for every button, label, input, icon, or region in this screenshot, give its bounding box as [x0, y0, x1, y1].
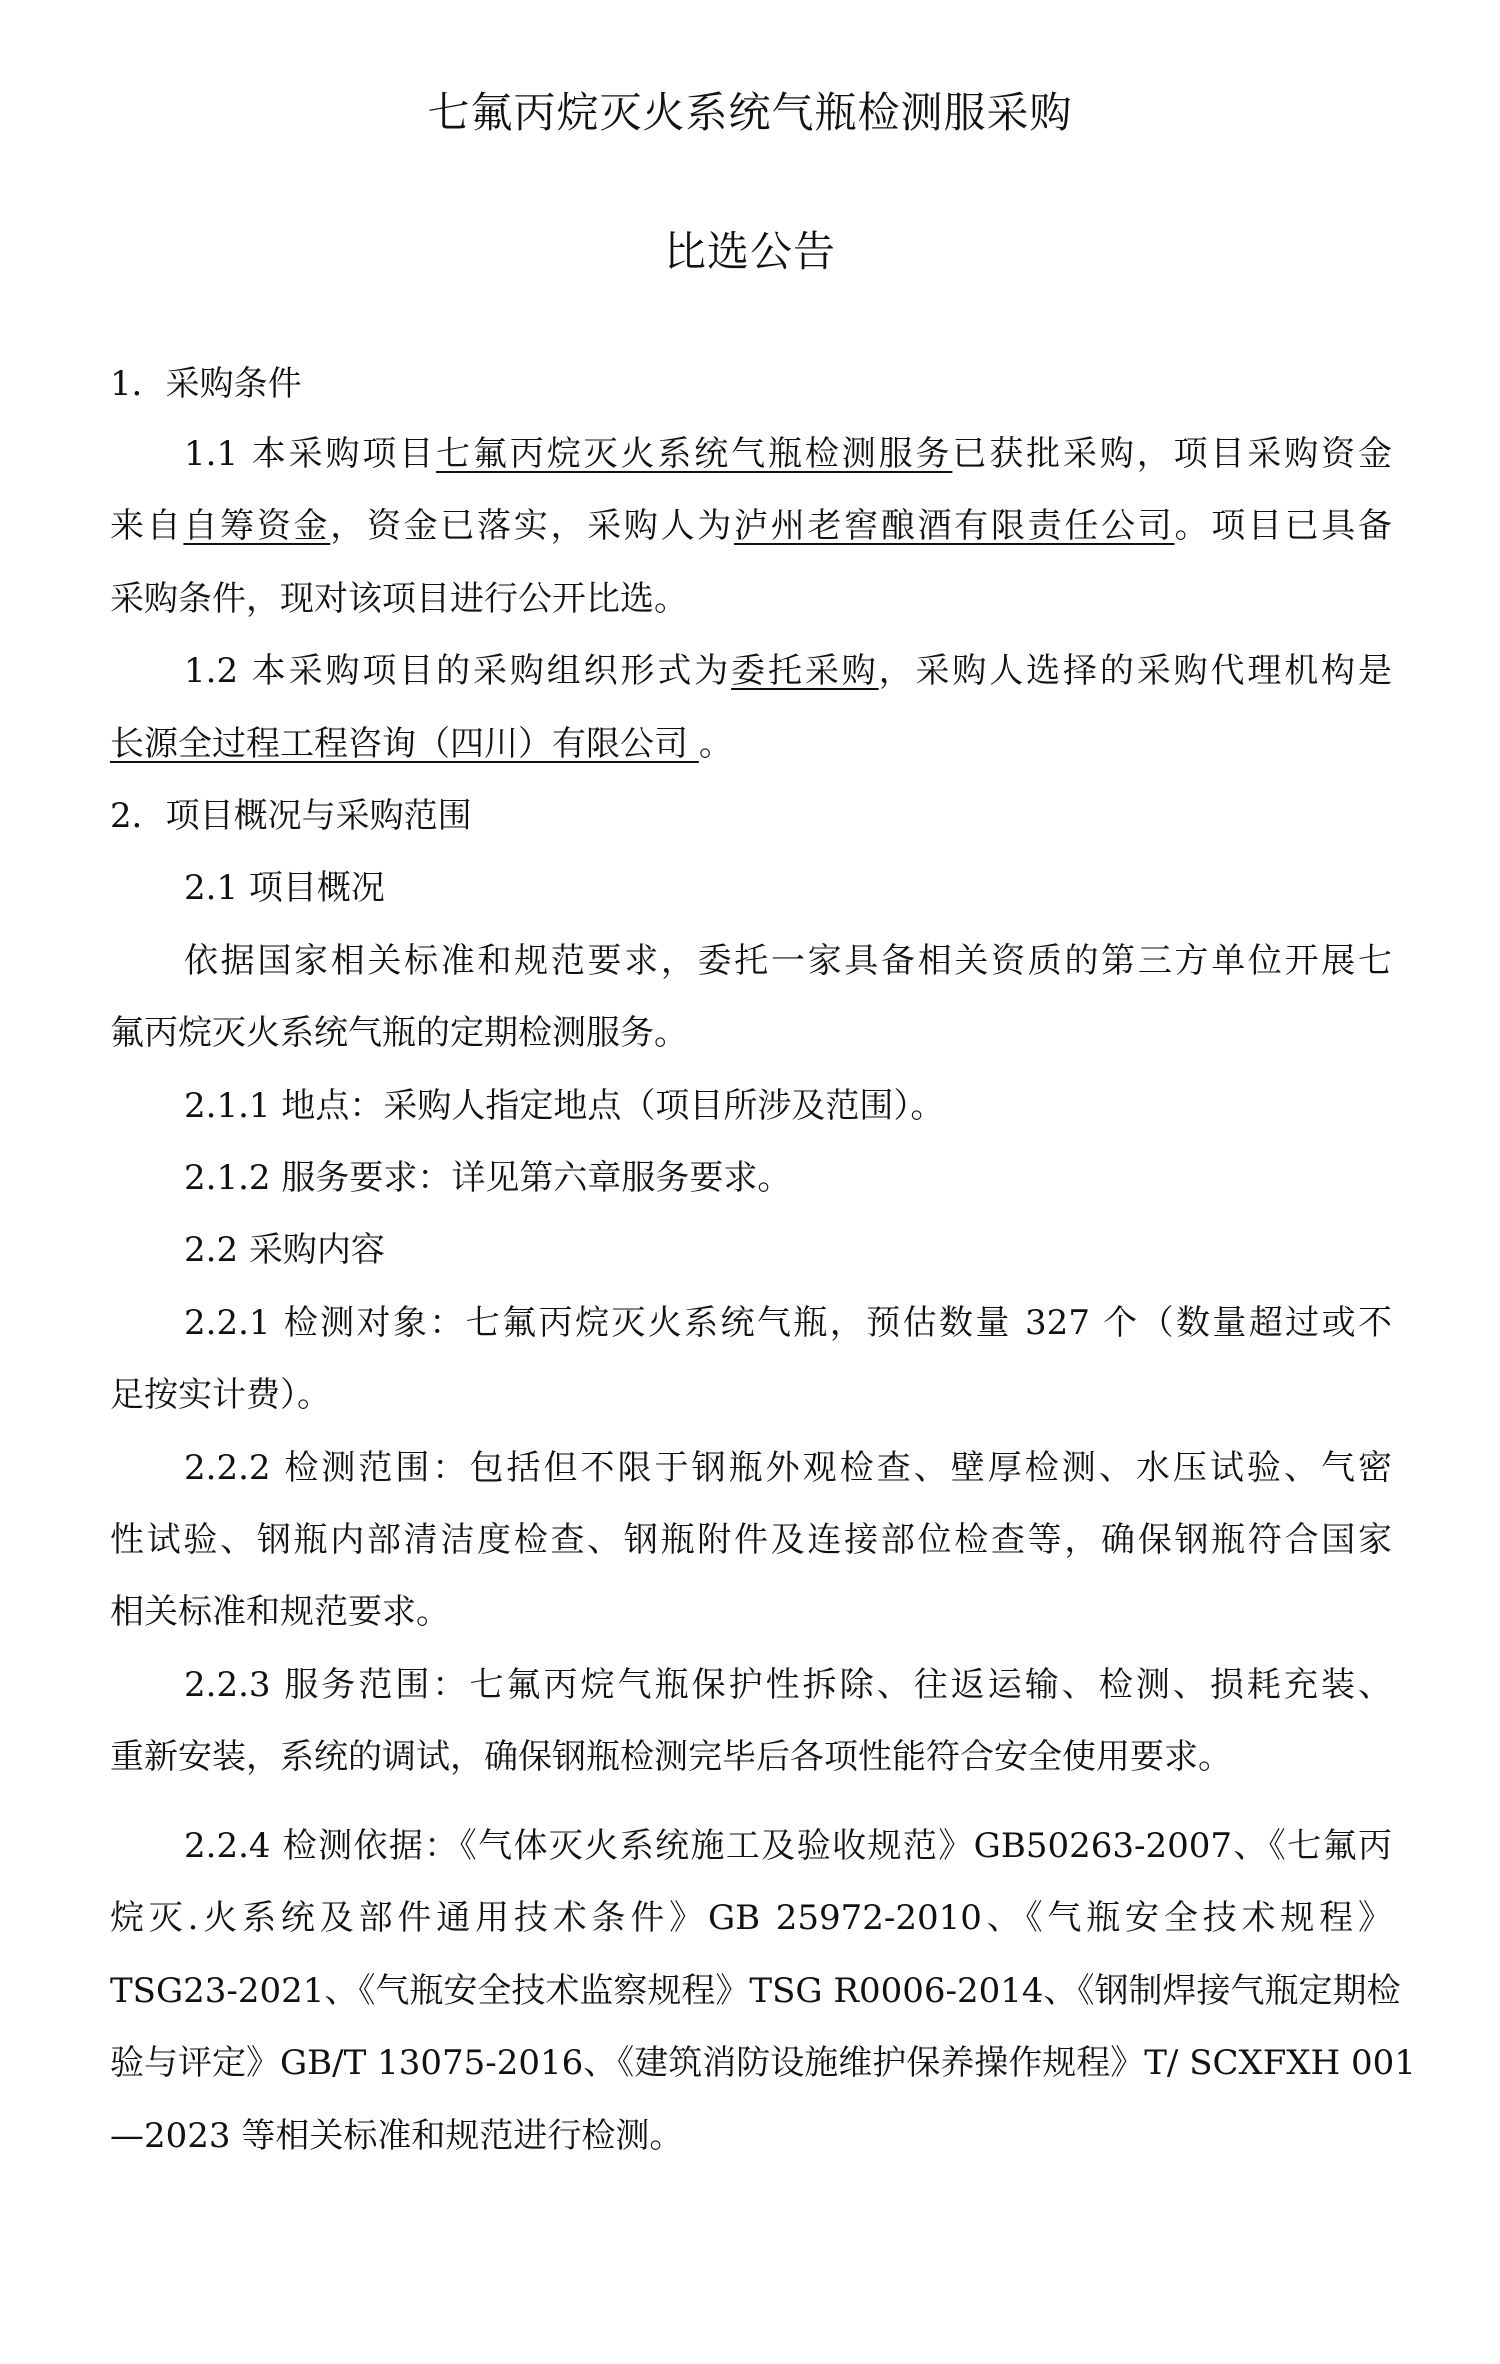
- underlined-field-value: 泸州老窖酿酒有限责任公司: [734, 506, 1175, 546]
- underlined-field-value: 七氟丙烷灭火系统气瓶检测服务: [436, 434, 953, 474]
- section-heading: [110, 366, 302, 402]
- paragraph-line: [184, 1828, 1392, 1864]
- paragraph-line: [184, 653, 1392, 689]
- paragraph-line: [184, 1160, 791, 1196]
- text-segment: 1.1 本采购项目: [184, 434, 437, 474]
- paragraph-line: [110, 2043, 1416, 2083]
- text-segment: 1．采购条件: [110, 364, 302, 404]
- paragraph-line: [110, 1900, 1392, 1936]
- text-segment: 2.1 项目概况: [184, 868, 385, 908]
- paragraph-line: [110, 1739, 1232, 1775]
- text-segment: ，资金已落实，采购人为: [330, 506, 735, 546]
- text-segment: 2.2.2 检测范围：包括但不限于钢瓶外观检查、壁厚检测、水压试验、气密: [184, 1448, 1392, 1488]
- text-segment: 。项目已具备: [1174, 506, 1393, 546]
- text-segment: 氟丙烷灭火系统气瓶的定期检测服务。: [110, 1013, 688, 1053]
- paragraph-line: [184, 870, 385, 906]
- text-segment: 来自: [110, 506, 184, 546]
- paragraph-line: [184, 1232, 385, 1268]
- underlined-field-value: 自筹资金: [183, 506, 331, 546]
- text-segment: 1.2 本采购项目的采购组织形式为: [184, 651, 732, 691]
- underlined-field-value: 长源全过程工程咨询（四川）有限公司: [110, 724, 699, 764]
- section-heading: [110, 798, 472, 834]
- paragraph-line: [110, 726, 733, 762]
- paragraph-line: [110, 2118, 683, 2154]
- text-segment: 采购条件，现对该项目进行公开比选。: [110, 579, 688, 619]
- paragraph-line: [184, 1305, 1392, 1341]
- text-segment: 足按实计费）。: [110, 1375, 331, 1415]
- paragraph-line: [110, 581, 688, 617]
- paragraph-line: [184, 1450, 1392, 1486]
- text-segment: 依据国家相关标准和规范要求，委托一家具备相关资质的第三方单位开展七: [184, 941, 1392, 981]
- paragraph-line: [110, 1594, 450, 1630]
- paragraph-line: [110, 1377, 331, 1413]
- paragraph-line: [184, 1088, 944, 1124]
- document-subtitle: 比选公告: [663, 227, 836, 276]
- text-segment: 2.1.2 服务要求：详见第六章服务要求。: [184, 1158, 792, 1198]
- paragraph-line: [184, 1667, 1392, 1703]
- text-segment: 2.1.1 地点：采购人指定地点（项目所涉及范围）。: [184, 1086, 945, 1126]
- underlined-field-value: 委托采购: [731, 651, 879, 691]
- text-segment: 2．项目概况与采购范围: [110, 796, 472, 836]
- text-segment: ，采购人选择的采购代理机构是: [878, 651, 1392, 691]
- paragraph-line: [110, 1522, 1392, 1558]
- paragraph-line: [110, 508, 1392, 544]
- text-segment: 2.2 采购内容: [184, 1230, 385, 1270]
- text-segment: 验与评定》GB/T 13075-2016、《建筑消防设施维护保养操作规程》T/ SCXFXH 001: [110, 2043, 1416, 2083]
- text-segment: TSG23-2021、《气瓶安全技术监察规程》TSG R0006-2014、《钢制焊接气瓶定期检: [110, 1971, 1401, 2011]
- text-segment: 相关标准和规范要求。: [110, 1592, 450, 1632]
- text-segment: 2.2.1 检测对象：七氟丙烷灭火系统气瓶，预估数量 327 个（数量超过或不: [184, 1303, 1392, 1343]
- document-title: 七氟丙烷灭火系统气瓶检测服采购: [427, 88, 1073, 137]
- paragraph-line: [110, 1015, 688, 1051]
- paragraph-line: [110, 1971, 1401, 2011]
- text-segment: 2.2.3 服务范围：七氟丙烷气瓶保护性拆除、往返运输、检测、损耗充装、: [184, 1665, 1392, 1705]
- text-segment: 重新安装，系统的调试，确保钢瓶检测完毕后各项性能符合安全使用要求。: [110, 1737, 1232, 1777]
- paragraph-line: [184, 436, 1392, 472]
- text-segment: —2023 等相关标准和规范进行检测。: [110, 2116, 684, 2156]
- text-segment: 2.2.4 检测依据：《气体灭火系统施工及验收规范》GB50263-2007、《七氟丙: [184, 1826, 1392, 1866]
- paragraph-line: [184, 943, 1392, 979]
- text-segment: 。: [698, 724, 733, 764]
- text-segment: 烷灭.火系统及部件通用技术条件》GB 25972-2010、《气瓶安全技术规程》: [110, 1898, 1392, 1938]
- text-segment: 已获批采购，项目采购资金: [952, 434, 1393, 474]
- text-segment: 性试验、钢瓶内部清洁度检查、钢瓶附件及连接部位检查等，确保钢瓶符合国家: [110, 1520, 1392, 1560]
